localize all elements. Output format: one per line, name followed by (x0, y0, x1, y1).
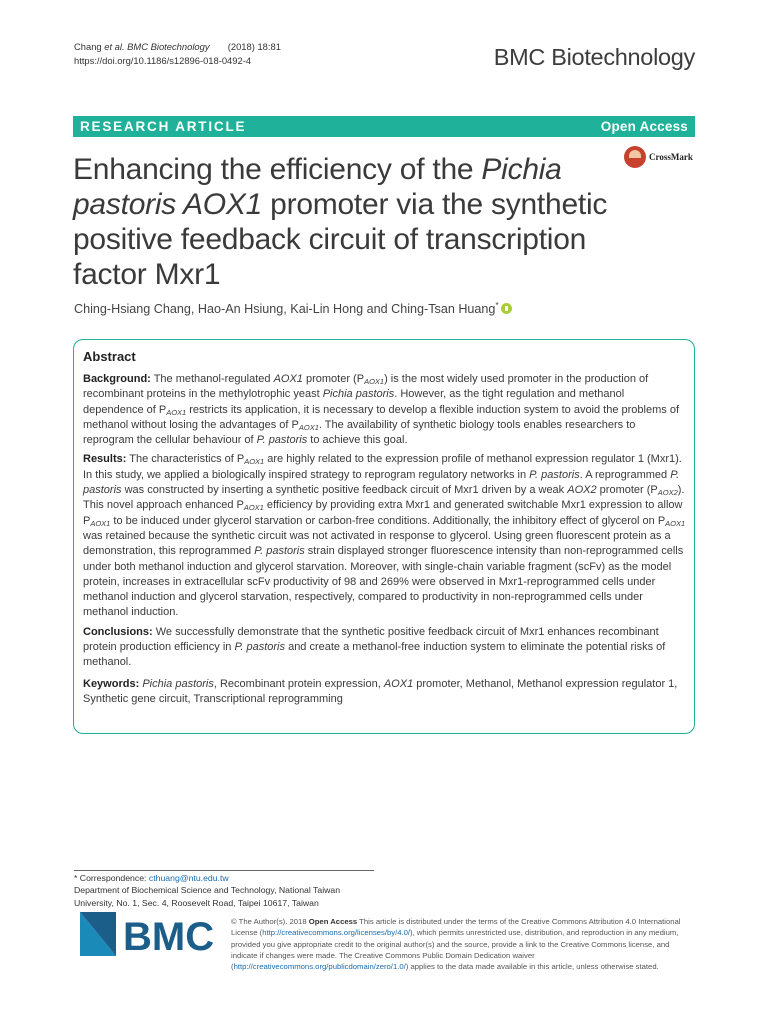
title-italic: Pichia pastoris AOX1 (73, 153, 562, 221)
citation-year: (2018) 18:81 (227, 41, 281, 52)
license-statement (231, 916, 696, 972)
author-names: Ching-Hsiang Chang, Hao-An Hsiung, Kai-Lin Hong and Ching-Tsan Huang (74, 302, 496, 317)
waiver-link[interactable]: http://creativecommons.org/publicdomain/zero/1.0/ (233, 962, 406, 972)
correspondence-label: * Correspondence: (74, 873, 149, 883)
affiliation-line-2: University, No. 1, Sec. 4, Roosevelt Road, Taipei 10617, Taiwan (74, 897, 319, 908)
citation-line (74, 40, 281, 54)
article-type: RESEARCH ARTICLE (80, 119, 247, 134)
crossmark-label: CrossMark (649, 152, 693, 162)
copyright: © The Author(s). 2018 (231, 917, 309, 926)
open-access-label: Open Access (600, 119, 688, 134)
abstract-results: Results: The characteristics of $P_{AOX1}$ are highly related to the expression profile of methanol expression regulator 1 (Mxr1). In this study, we applied a biologically inspired strategy to reprogram regulatory networks in P. pastoris. A reprogrammed P. pastoris was constructed by inserting a synthetic positive feedback circuit of Mxr1 driven by a weak AOX2 promoter $(P_{AOX2})$. This novel approach enhanced $P_{AOX1}$ efficiency by providing extra Mxr1 and generated switchable Mxr1 expression to allow $P_{AOX1}$ to be induced under glycerol starvation or carbon-free conditions. Additionally, the inhibitory effect of glycerol on $P_{AOX1}$ was retained because the synthetic circuit was not activated in response to glycerol. Using green fluorescent protein as a demonstration, this reprogrammed P. pastoris strain displayed stronger fluorescence intensity than non-reprogrammed cells under both methanol induction and glycerol starvation. Moreover, with single-chain variable fragment (scFv) as the model protein, increases in extracellular scFv productivity of 98 and 269% were observed in Mxr1-reprogrammed cells under methanol induction and glycerol starvation, respectively, compared to productivity in non-reprogrammed cells under methanol induction. (83, 453, 686, 619)
orcid-icon[interactable] (501, 303, 512, 314)
correspondence-footnote (74, 872, 340, 909)
author-list (74, 301, 512, 316)
license-link[interactable]: http://creativecommons.org/licenses/by/4.0/ (262, 928, 411, 938)
license-text-1: This article is distributed under the terms of the Creative Commons Attribution 4.0 International License ( (231, 917, 681, 938)
journal-name: BMC Biotechnology (493, 44, 695, 70)
article-banner (73, 116, 695, 137)
article-title (73, 152, 613, 292)
abstract-box (73, 339, 695, 734)
abstract-keywords: Keywords: Pichia pastoris, Recombinant protein expression, AOX1 promoter, Methanol, Methanol expression regulator 1, Synthetic gene circuit, Transcriptional reprogramming (83, 677, 678, 705)
affiliation-line-1: Department of Biochemical Science and Technology, National Taiwan (74, 885, 341, 896)
title-part-1: Enhancing the efficiency of the (73, 153, 482, 186)
license-open-access: Open Access (308, 917, 358, 926)
doi-link[interactable]: https://doi.org/10.1186/s12896-018-0492-4 (74, 55, 252, 66)
correspondence-line (74, 872, 340, 884)
crossmark-icon (624, 146, 646, 168)
abstract-heading: Abstract (83, 349, 136, 364)
corresponding-mark: * (495, 301, 499, 310)
conclusions-label: Conclusions: (83, 625, 153, 638)
background-label: Background: (83, 373, 151, 385)
citation-author: Chang (74, 41, 102, 52)
citation-block (74, 40, 281, 68)
bmc-logo-text: BMC (123, 915, 215, 956)
abstract-background: Background: The methanol-regulated AOX1 promoter $(P_{AOX1})$ is the most widely used promoter in the production of recombinant proteins in the methylotrophic yeast Pichia pastoris. However, as the tight regulation and methanol dependence of $P_{AOX1}$ restricts its application, it is necessary to develop a flexible induction system to avoid the problems of methanol without losing the advantages of $P_{AOX1}$. The availability of synthetic biology tools enables researchers to reprogram the cellular behaviour of P. pastoris to achieve this goal. (83, 373, 679, 447)
crossmark-badge[interactable] (624, 146, 693, 168)
correspondence-email[interactable]: cthuang@ntu.edu.tw (148, 873, 229, 883)
title-part-2: promoter via the synthetic positive feedback circuit of transcription factor Mxr1 (73, 188, 608, 291)
footnote-divider (74, 870, 374, 871)
license-text-3: ) applies to the data made available in this article, unless otherwise stated. (405, 962, 659, 972)
citation-journal: et al. BMC Biotechnology (104, 41, 210, 52)
license-text-2: ), which permits unrestricted use, distribution, and reproduction in any medium, provided you give appropriate credit to the original author(s) and the source, provide a link to the Creative Commons license, and indicate if changes were made. The Creative Commons Public Domain Dedication waiver ( (231, 928, 679, 972)
keywords-label: Keywords: (83, 677, 140, 690)
abstract-conclusions: Conclusions: We successfully demonstrate that the synthetic positive feedback circuit of Mxr1 enhances recombinant protein production efficiency in P. pastoris and create a methanol-free induction system to eliminate the potential risks of methanol. (83, 625, 666, 669)
results-label: Results: (83, 453, 127, 466)
bmc-logo (80, 912, 215, 956)
